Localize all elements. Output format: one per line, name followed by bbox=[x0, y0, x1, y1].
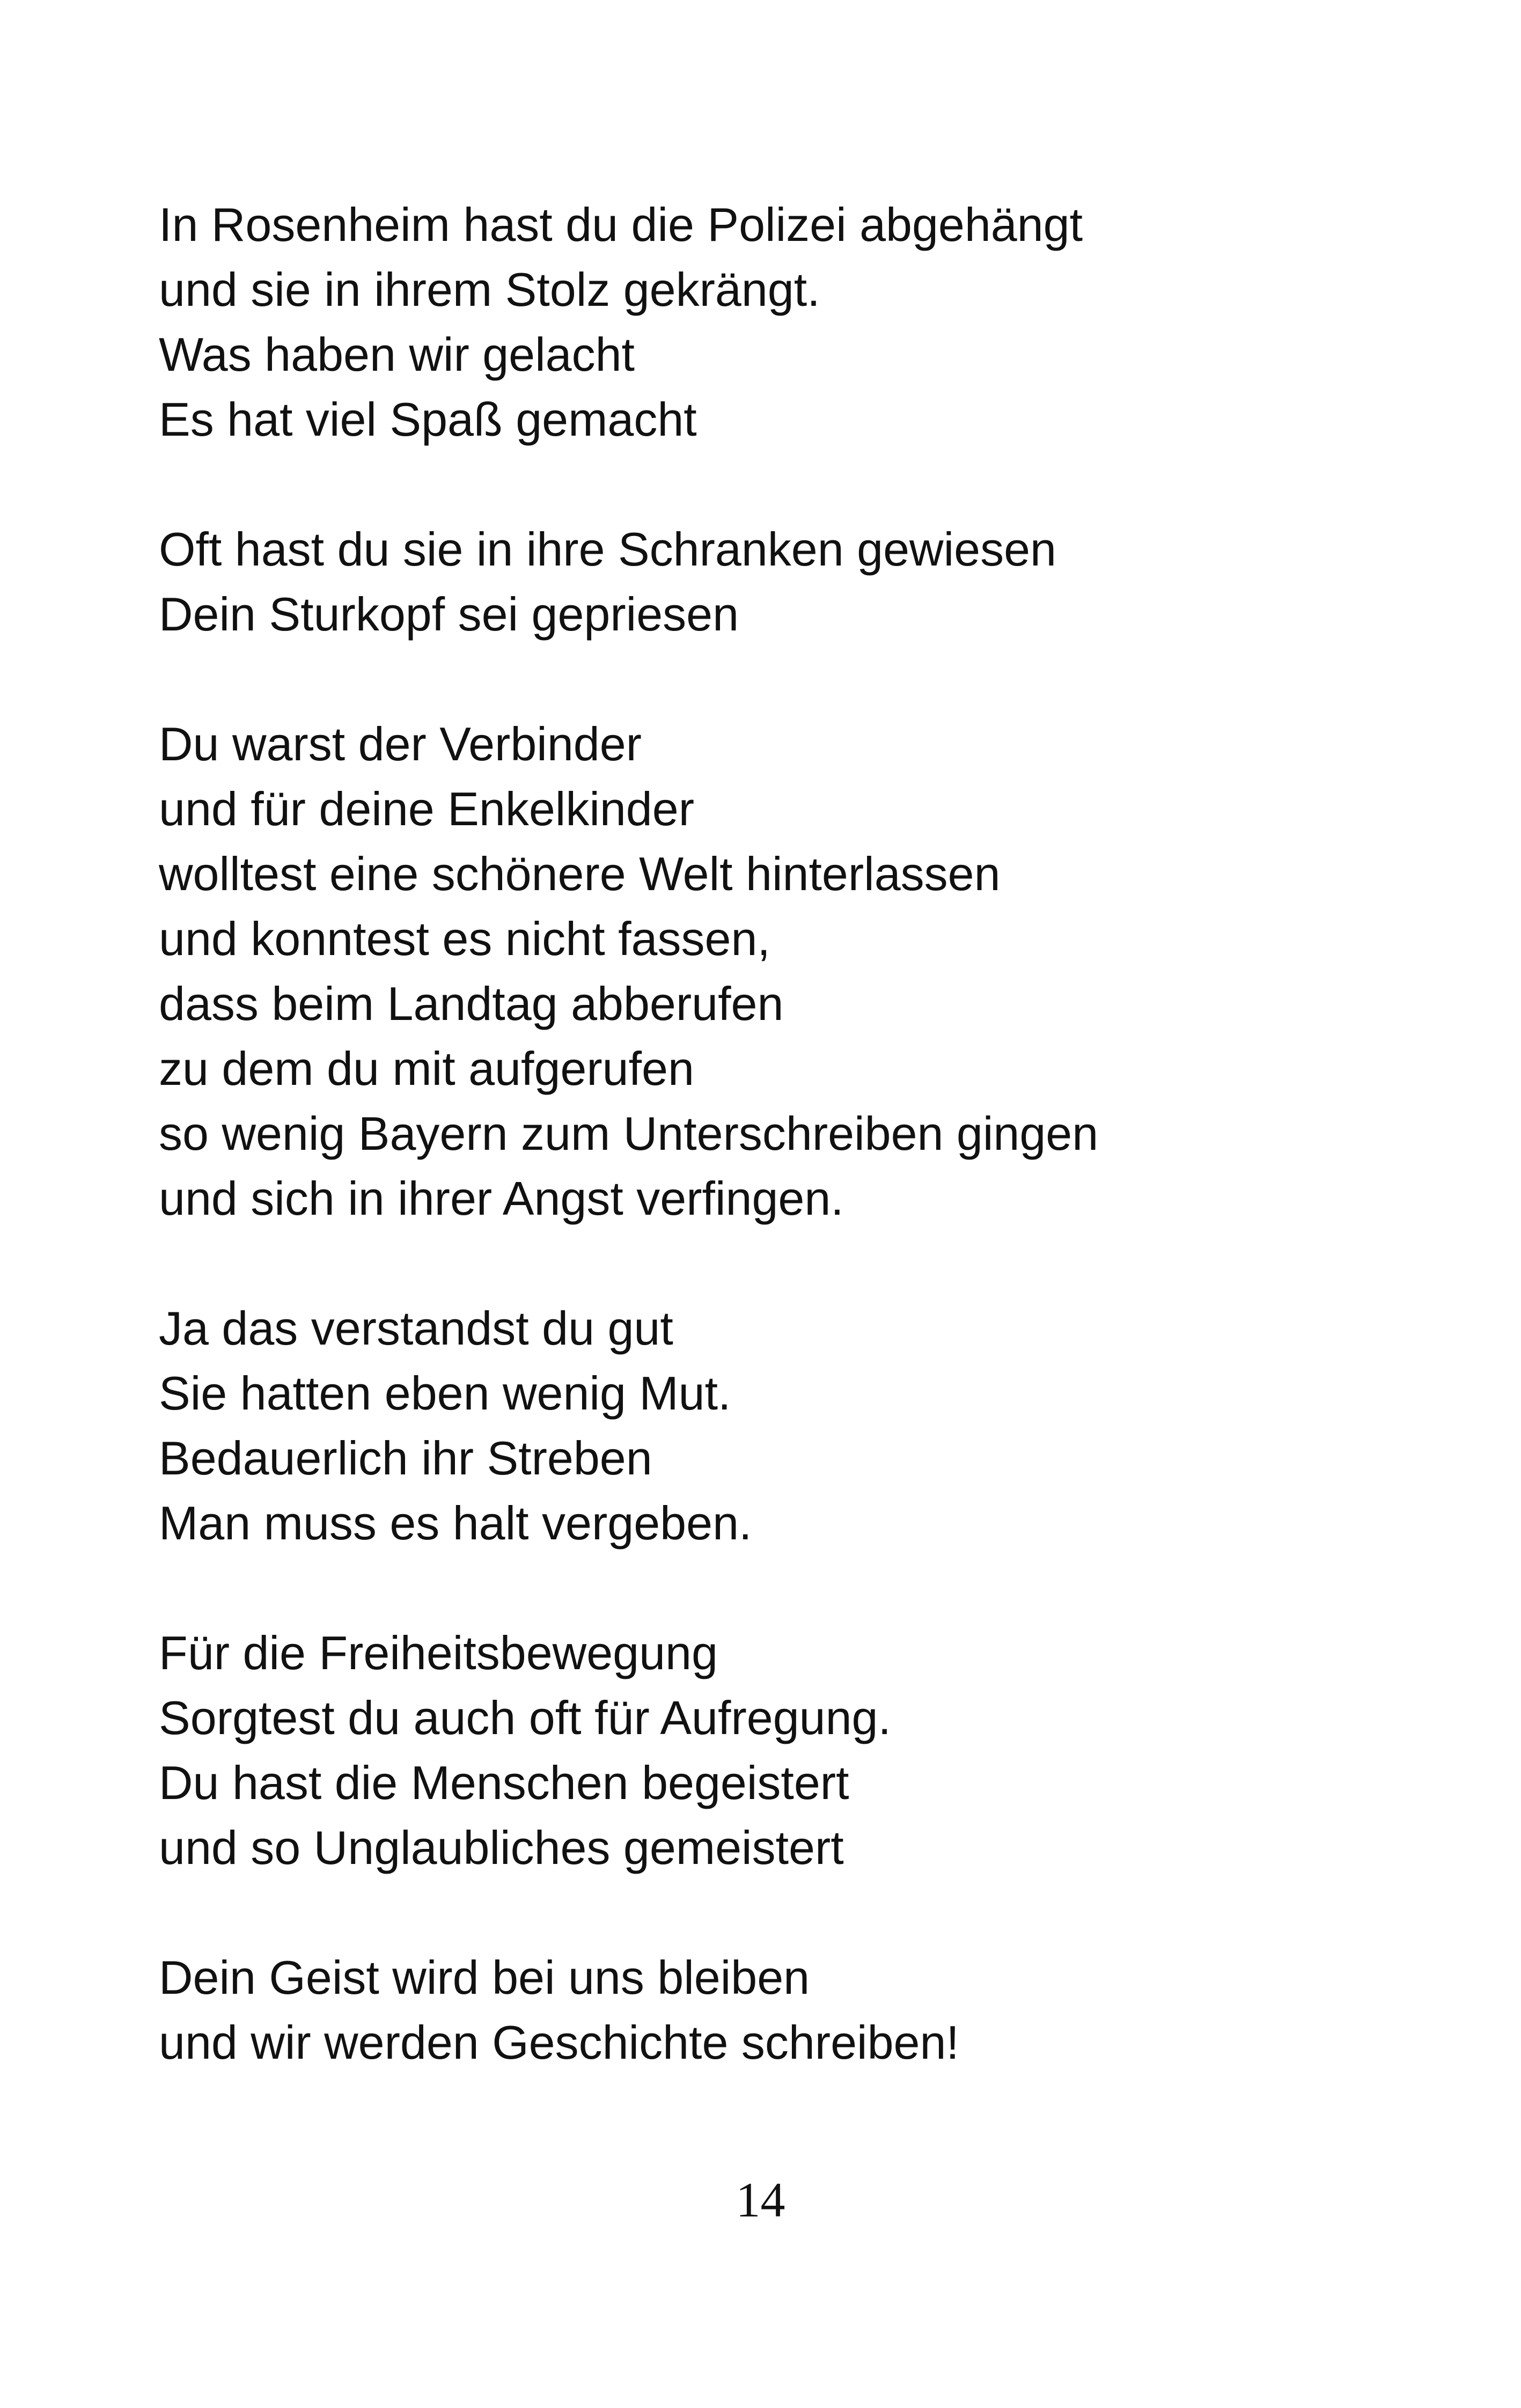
poem-line: Bedauerlich ihr Streben bbox=[159, 1431, 652, 1485]
poem-line: Es hat viel Spaß gemacht bbox=[159, 393, 697, 446]
poem-line: In Rosenheim hast du die Polizei abgehängt bbox=[159, 198, 1083, 251]
poem-line: Dein Geist wird bei uns bleiben bbox=[159, 1951, 810, 2004]
poem-line: Du warst der Verbinder bbox=[159, 717, 642, 770]
poem-line: und wir werden Geschichte schreiben! bbox=[159, 2016, 959, 2069]
stanza-2 bbox=[159, 517, 1393, 647]
stanza-3 bbox=[159, 711, 1393, 1231]
poem-line: Ja das verstandst du gut bbox=[159, 1302, 673, 1355]
poem-line: Für die Freiheitsbewegung bbox=[159, 1626, 718, 1679]
poem-line: Sie hatten eben wenig Mut. bbox=[159, 1367, 731, 1420]
poem-line: Dein Sturkopf sei gepriesen bbox=[159, 588, 739, 641]
poem-line: Du hast die Menschen begeistert bbox=[159, 1756, 849, 1809]
page-number: 14 bbox=[736, 2172, 785, 2227]
poem-line: zu dem du mit aufgerufen bbox=[159, 1042, 694, 1095]
stanza-5 bbox=[159, 1620, 1393, 1880]
poem-line: dass beim Landtag abberufen bbox=[159, 977, 784, 1030]
poem-line: Sorgtest du auch oft für Aufregung. bbox=[159, 1691, 891, 1744]
poem-line: und sie in ihrem Stolz gekrängt. bbox=[159, 263, 820, 316]
poem-line: und konntest es nicht fassen, bbox=[159, 912, 770, 965]
poem-line: so wenig Bayern zum Unterschreiben gingen bbox=[159, 1107, 1099, 1160]
stanza-1 bbox=[159, 192, 1393, 452]
stanza-6 bbox=[159, 1945, 1393, 2075]
poem-body bbox=[159, 192, 1393, 2140]
poem-line: wolltest eine schönere Welt hinterlassen bbox=[159, 847, 1001, 900]
poem-line: und sich in ihrer Angst verfingen. bbox=[159, 1172, 844, 1225]
stanza-4 bbox=[159, 1296, 1393, 1555]
poem-line: Was haben wir gelacht bbox=[159, 328, 635, 381]
poem-line: und für deine Enkelkinder bbox=[159, 782, 694, 835]
poem-line: Man muss es halt vergeben. bbox=[159, 1496, 752, 1550]
poem-line: Oft hast du sie in ihre Schranken gewiesen bbox=[159, 523, 1056, 576]
poem-line: und so Unglaubliches gemeistert bbox=[159, 1821, 844, 1874]
